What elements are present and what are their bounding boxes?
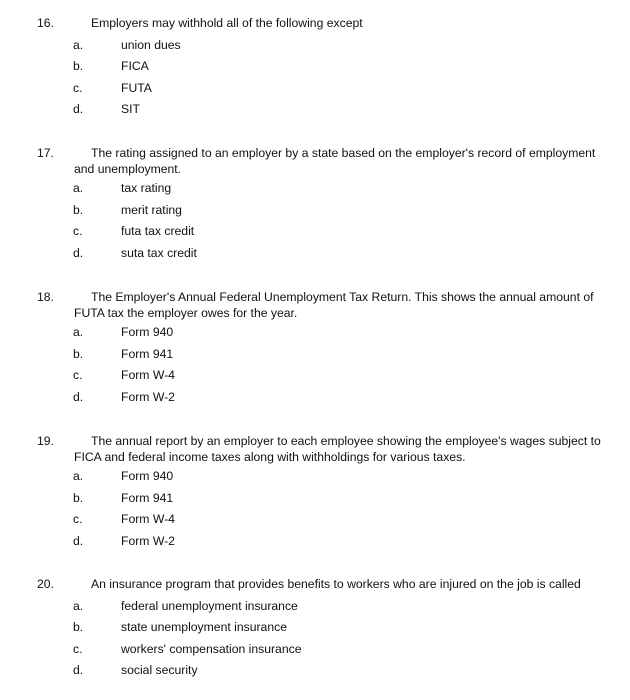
option-letter: d. xyxy=(73,390,84,404)
option-b xyxy=(0,619,630,635)
option-a xyxy=(0,598,630,614)
option-letter: a. xyxy=(73,38,84,52)
option-text: state unemployment insurance xyxy=(121,620,287,634)
question-number: 19. xyxy=(37,434,54,448)
option-letter: a. xyxy=(73,325,84,339)
option-text: Form 941 xyxy=(121,347,174,361)
option-text: Form 940 xyxy=(121,325,174,339)
option-text: merit rating xyxy=(121,203,182,217)
question-number: 16. xyxy=(37,16,54,30)
option-text: federal unemployment insurance xyxy=(121,599,298,613)
option-b xyxy=(0,346,630,362)
option-letter: b. xyxy=(73,59,84,73)
question-number: 17. xyxy=(37,146,54,160)
option-letter: c. xyxy=(73,81,83,95)
option-letter: d. xyxy=(73,534,84,548)
option-text: union dues xyxy=(121,38,181,52)
option-text: Form W-4 xyxy=(121,368,175,382)
option-text: futa tax credit xyxy=(121,224,195,238)
option-letter: c. xyxy=(73,642,83,656)
option-b xyxy=(0,58,630,74)
option-c xyxy=(0,367,630,383)
option-a xyxy=(0,324,630,340)
option-letter: c. xyxy=(73,368,83,382)
option-c xyxy=(0,511,630,527)
question-text: The Employer's Annual Federal Unemployment Tax Return. This shows the annual amount of FUTA tax the employer owes for the year. xyxy=(74,290,594,320)
option-text: Form 940 xyxy=(121,469,174,483)
option-text: FUTA xyxy=(121,81,152,95)
option-c xyxy=(0,80,630,96)
option-text: Form W-2 xyxy=(121,390,175,404)
option-d xyxy=(0,389,630,405)
option-text: social security xyxy=(121,663,198,677)
option-text: workers' compensation insurance xyxy=(121,642,302,656)
question-number: 18. xyxy=(37,290,54,304)
option-d xyxy=(0,533,630,549)
option-d xyxy=(0,245,630,261)
option-b xyxy=(0,202,630,218)
option-letter: b. xyxy=(73,620,84,634)
option-letter: b. xyxy=(73,203,84,217)
question-text: An insurance program that provides benefits to workers who are injured on the job is called xyxy=(91,577,581,591)
option-letter: d. xyxy=(73,663,84,677)
option-letter: a. xyxy=(73,599,84,613)
option-a xyxy=(0,37,630,53)
option-letter: b. xyxy=(73,491,84,505)
option-letter: d. xyxy=(73,246,84,260)
option-c xyxy=(0,223,630,239)
question-text: Employers may withhold all of the following except xyxy=(91,16,363,30)
option-text: FICA xyxy=(121,59,149,73)
option-letter: c. xyxy=(73,512,83,526)
option-c xyxy=(0,641,630,657)
option-d xyxy=(0,662,630,678)
question-text: The annual report by an employer to each employee showing the employee's wages subject to FICA and federal income taxes along with withholdings for various taxes. xyxy=(74,434,601,464)
question-number: 20. xyxy=(37,577,54,591)
option-text: suta tax credit xyxy=(121,246,197,260)
option-letter: b. xyxy=(73,347,84,361)
option-a xyxy=(0,468,630,484)
option-text: Form W-2 xyxy=(121,534,175,548)
option-letter: d. xyxy=(73,102,84,116)
option-letter: c. xyxy=(73,224,83,238)
option-a xyxy=(0,180,630,196)
option-text: tax rating xyxy=(121,181,172,195)
question-text: The rating assigned to an employer by a state based on the employer's record of employment and unemployment. xyxy=(74,146,596,176)
option-text: SIT xyxy=(121,102,140,116)
option-letter: a. xyxy=(73,181,84,195)
option-letter: a. xyxy=(73,469,84,483)
option-d xyxy=(0,101,630,117)
option-text: Form 941 xyxy=(121,491,174,505)
option-text: Form W-4 xyxy=(121,512,175,526)
option-b xyxy=(0,490,630,506)
